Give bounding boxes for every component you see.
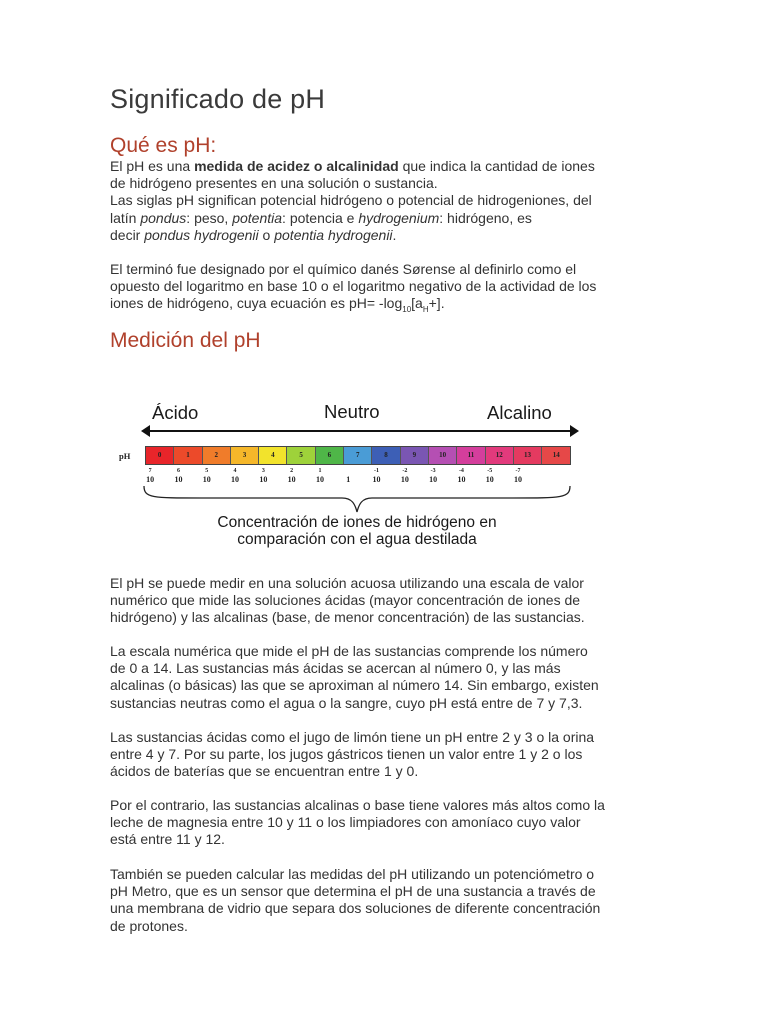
text-line: El pH es una medida de acidez o alcalinidad que indica la cantidad de iones (110, 158, 595, 174)
text-line: está entre 11 y 12. (110, 831, 225, 848)
text-line: de protones. (110, 917, 188, 934)
page-title: Significado de pH (110, 84, 326, 114)
text-line: El terminó fue designado por el químico danés Sørense al definirlo como el (110, 261, 577, 277)
curly-brace-icon (142, 484, 572, 514)
text-line: hidrógeno) y las alcalinas (base, de menor concentración) de las sustancias. (110, 609, 585, 626)
ph-cell-12: 12 (486, 447, 514, 464)
text-line: Por el contrario, las sustancias alcalinas o base tiene valores más altos como la (110, 797, 605, 813)
subscript: H (422, 305, 429, 315)
text-line: de 0 a 14. Las sustancias más ácidas se acercan al número 0, y las más (110, 660, 561, 677)
power-label: 4 10 (231, 468, 240, 484)
section-heading-que-es-ph: Qué es pH: (110, 134, 217, 157)
text-line: alcalinas (o básicas) las que se aproximan al número 14. Sin embargo, existen (110, 677, 599, 694)
ph-cell-13: 13 (514, 447, 542, 464)
ph-axis-label: pH (119, 451, 131, 461)
figure-caption: Concentración de iones de hidrógeno en comparación con el agua destilada (217, 514, 497, 548)
section-heading-medicion: Medición del pH (110, 329, 261, 352)
power-label: 7 10 (146, 468, 155, 484)
ph-color-bar (145, 446, 571, 465)
paragraph-potentiometer (110, 866, 670, 935)
alkaline-label: Alcalino (487, 402, 552, 423)
text-line: una membrana de vidrio que separa dos soluciones de diferente concentración (110, 900, 601, 917)
italic-term: potentia hydrogenii (274, 226, 393, 243)
ph-cell-7: 7 (344, 447, 372, 464)
ph-cell-10: 10 (429, 447, 457, 464)
italic-term: hydrogenium (358, 209, 440, 226)
ph-cell-0: 0 (146, 447, 174, 464)
power-label: 5 10 (202, 468, 211, 484)
text-line: entre 4 y 7. Por su parte, los jugos gástricos tienen un valor entre 1 y 2 o los (110, 746, 583, 763)
text-line: opuesto del logaritmo en base 10 o el logaritmo negativo de la actividad de los (110, 278, 597, 295)
text-line: iones de hidrógeno, cuya ecuación es $pH= -\log_{10}[a_H+]$. (110, 295, 445, 315)
power-label: -1 10 (372, 468, 381, 484)
ph-cell-9: 9 (401, 447, 429, 464)
ph-scale-figure (110, 394, 580, 554)
text-line: leche de magnesia entre 10 y 11 o los limpiadores con amoníaco cuyo valor (110, 814, 581, 831)
ph-cell-4: 4 (259, 447, 287, 464)
bold-term: medida de acidez o alcalinidad (194, 158, 399, 174)
acid-label: Ácido (152, 402, 199, 423)
neutral-label: Neutro (324, 401, 380, 422)
paragraph-sorensen (110, 261, 670, 318)
arrow-left-icon (141, 425, 150, 437)
italic-term: potentia (232, 209, 283, 226)
power-label: 1 10 (315, 468, 324, 484)
ph-cell-3: 3 (231, 447, 259, 464)
text-line: pH Metro, que es un sensor que determina el pH de una sustancia a través de (110, 883, 596, 900)
power-label: 2 10 (287, 468, 296, 484)
ph-cell-1: 1 (174, 447, 202, 464)
ph-cell-14: 14 (542, 447, 570, 464)
power-label: 1 (346, 475, 351, 484)
arrow-right-icon (570, 425, 579, 437)
power-label: -7 10 (514, 468, 523, 484)
text-line: numérico que mide las soluciones ácidas (mayor concentración de iones de (110, 592, 581, 609)
text-line: de hidrógeno presentes en una solución o sustancia. (110, 175, 438, 192)
ph-cell-6: 6 (316, 447, 344, 464)
subscript: 10 (402, 305, 412, 315)
italic-term: pondus (140, 209, 187, 226)
power-label: -3 10 (429, 468, 438, 484)
text-line: También se pueden calcular las medidas del pH utilizando un potenciómetro o (110, 866, 595, 882)
power-label: -5 10 (485, 468, 494, 484)
power-label: -4 10 (457, 468, 466, 484)
text-line: La escala numérica que mide el pH de las sustancias comprende los número (110, 643, 588, 659)
text-line: ácidos de baterías que se encuentran entre 1 y 0. (110, 763, 419, 780)
paragraph-scale (110, 643, 670, 712)
text-line: El pH se puede medir en una solución acuosa utilizando una escala de valor (110, 575, 584, 591)
ph-cell-2: 2 (203, 447, 231, 464)
ph-cell-8: 8 (372, 447, 400, 464)
text-line: sustancias neutras como el agua o la sangre, cuyo pH está entre de 7 y 7,3. (110, 694, 583, 711)
power-label: 6 10 (174, 468, 183, 484)
scale-arrow-line (146, 430, 570, 432)
ph-cell-5: 5 (287, 447, 315, 464)
paragraph-measurement (110, 575, 670, 627)
paragraph-definition (110, 158, 670, 244)
paragraph-acids (110, 729, 670, 781)
italic-term: pondus hydrogenii (144, 226, 259, 243)
power-label: -2 10 (400, 468, 409, 484)
paragraph-alkalines (110, 797, 670, 849)
text-line: decir pondus hydrogenii o potentia hydrogenii. (110, 226, 397, 243)
text-line: Las siglas pH significan potencial hidrógeno o potencial de hidrogeniones, del (110, 192, 592, 209)
text-line: Las sustancias ácidas como el jugo de limón tiene un pH entre 2 y 3 o la orina (110, 729, 595, 745)
text-line: latín pondus: peso, potentia: potencia e hydrogenium: hidrógeno, es (110, 209, 532, 226)
power-label: 3 10 (259, 468, 268, 484)
ph-cell-11: 11 (457, 447, 485, 464)
